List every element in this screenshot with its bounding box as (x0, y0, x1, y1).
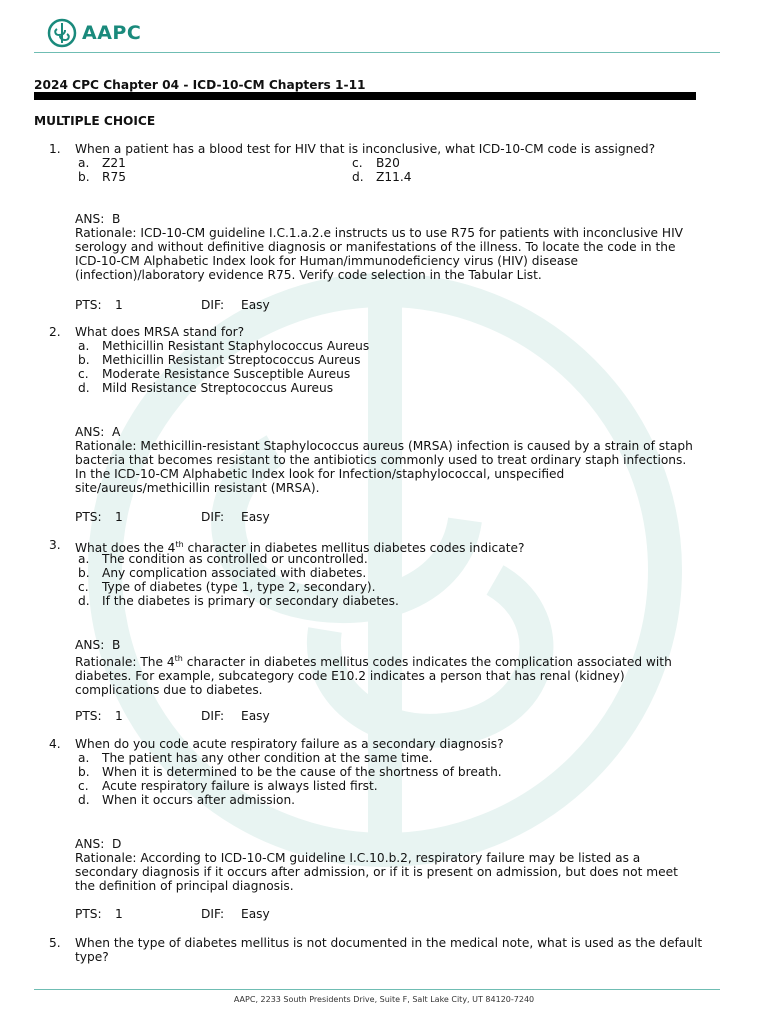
answer-value: D (112, 837, 122, 851)
question-text: When do you code acute respiratory failure as a secondary diagnosis? (75, 737, 504, 751)
meta-2: PTS: 1 DIF: Easy (75, 510, 270, 524)
option-d: d. Mild Resistance Streptococcus Aureus (78, 381, 334, 395)
option-b: b. R75 (78, 170, 126, 184)
question-number: 3. (49, 538, 61, 552)
question-number: 4. (49, 737, 61, 751)
option-a: a. Methicillin Resistant Staphylococcus Aureus (78, 339, 370, 353)
meta-3: PTS: 1 DIF: Easy (75, 709, 270, 723)
rationale: Rationale: ICD-10-CM guideline I.C.1.a.2.e instructs us to use R75 for patients with inconclusive HIV serology and without definitive diagnosis or manifestations of the illness. To locate the code in the ICD-10-CM Alphabetic Index look for Human/immunodeficiency virus (HIV) disease (infection)/laboratory evidence R75. Verify code selection in the Tabular List. (75, 226, 684, 282)
meta-1: PTS: 1 DIF: Easy (75, 298, 270, 312)
answer-block-2: ANS: A Rationale: Methicillin-resistant Staphylococcus aureus (MRSA) infection is caused by a strain of staph bacteria that becomes resistant to the antibiotics commonly used to treat ordinary staph infections. In the ICD-10-CM Alphabetic Index look for Infection/staphylococcal, unspecified site/aureus/methicillin resistant (MRSA). (75, 425, 697, 495)
header-divider (34, 52, 720, 53)
title-rule (34, 92, 696, 100)
question-text: When a patient has a blood test for HIV that is inconclusive, what ICD-10-CM code is assigned? (75, 142, 656, 156)
section-title: MULTIPLE CHOICE (34, 114, 156, 128)
logo-text: AAPC (82, 22, 142, 44)
option-c: c. B20 (352, 156, 400, 170)
document-title: 2024 CPC Chapter 04 - ICD-10-CM Chapters 1-11 (34, 78, 366, 92)
footer-address: AAPC, 2233 South Presidents Drive, Suite F, Salt Lake City, UT 84120-7240 (233, 995, 535, 1004)
meta-4: PTS: 1 DIF: Easy (75, 907, 270, 921)
header (47, 16, 141, 50)
option-b: b. When it is determined to be the cause of the shortness of breath. (78, 765, 502, 779)
question-text: What does the 4th character in diabetes mellitus diabetes codes indicate? (75, 540, 525, 556)
rationale: Rationale: According to ICD-10-CM guideline I.C.10.b.2, respiratory failure may be listed as a secondary diagnosis if it occurs after admission, or if it is present on admission, but does not meet the definition of principal diagnosis. (75, 851, 678, 893)
option-a: a. Z21 (78, 156, 126, 170)
answer-block-4: ANS: D Rationale: According to ICD-10-CM guideline I.C.10.b.2, respiratory failure may be listed as a secondary diagnosis if it occurs after admission, or if it is present on admission, but does not meet the definition of principal diagnosis. (75, 837, 697, 893)
rationale: Rationale: The 4th character in diabetes mellitus codes indicates the complication associated with diabetes. For example, subcategory code E10.2 indicates a person that has renal (kidney) complications due to diabetes. (75, 654, 672, 698)
question-number: 2. (49, 325, 61, 339)
option-c: c. Acute respiratory failure is always listed first. (78, 779, 378, 793)
option-a: a. The condition as controlled or uncontrolled. (78, 552, 368, 566)
footer-divider (34, 989, 720, 990)
answer-block-1: ANS: B Rationale: ICD-10-CM guideline I.C.1.a.2.e instructs us to use R75 for patients with inconclusive HIV serology and without definitive diagnosis or manifestations of the illness. To locate the code in the ICD-10-CM Alphabetic Index look for Human/immunodeficiency virus (HIV) disease (infection)/laboratory evidence R75. Verify code selection in the Tabular List. (75, 212, 697, 282)
answer-block-3: ANS: B Rationale: The 4th character in diabetes mellitus codes indicates the complication associated with diabetes. For example, subcategory code E10.2 indicates a person that has renal (kidney) complications due to diabetes. (75, 638, 697, 697)
aapc-logo-icon (47, 18, 77, 48)
question-text: What does MRSA stand for? (75, 325, 245, 339)
answer-value: B (112, 638, 121, 652)
option-c: c. Moderate Resistance Susceptible Aureus (78, 367, 351, 381)
option-c: c. Type of diabetes (type 1, type 2, secondary). (78, 580, 376, 594)
answer-value: B (112, 212, 121, 226)
question-text: When the type of diabetes mellitus is not documented in the medical note, what is used as the default type? (75, 936, 703, 964)
option-b: b. Methicillin Resistant Streptococcus Aureus (78, 353, 361, 367)
answer-value: A (112, 425, 121, 439)
rationale: Rationale: Methicillin-resistant Staphylococcus aureus (MRSA) infection is caused by a strain of staph bacteria that becomes resistant to the antibiotics commonly used to treat ordinary staph infections. In the ICD-10-CM Alphabetic Index look for Infection/staphylococcal, unspecified site/aureus/methicillin resistant (MRSA). (75, 439, 693, 495)
option-d: d. When it occurs after admission. (78, 793, 296, 807)
option-d: d. Z11.4 (352, 170, 412, 184)
option-b: b. Any complication associated with diabetes. (78, 566, 367, 580)
option-a: a. The patient has any other condition at the same time. (78, 751, 433, 765)
question-number: 1. (49, 142, 61, 156)
question-number: 5. (49, 936, 61, 950)
option-d: d. If the diabetes is primary or secondary diabetes. (78, 594, 399, 608)
